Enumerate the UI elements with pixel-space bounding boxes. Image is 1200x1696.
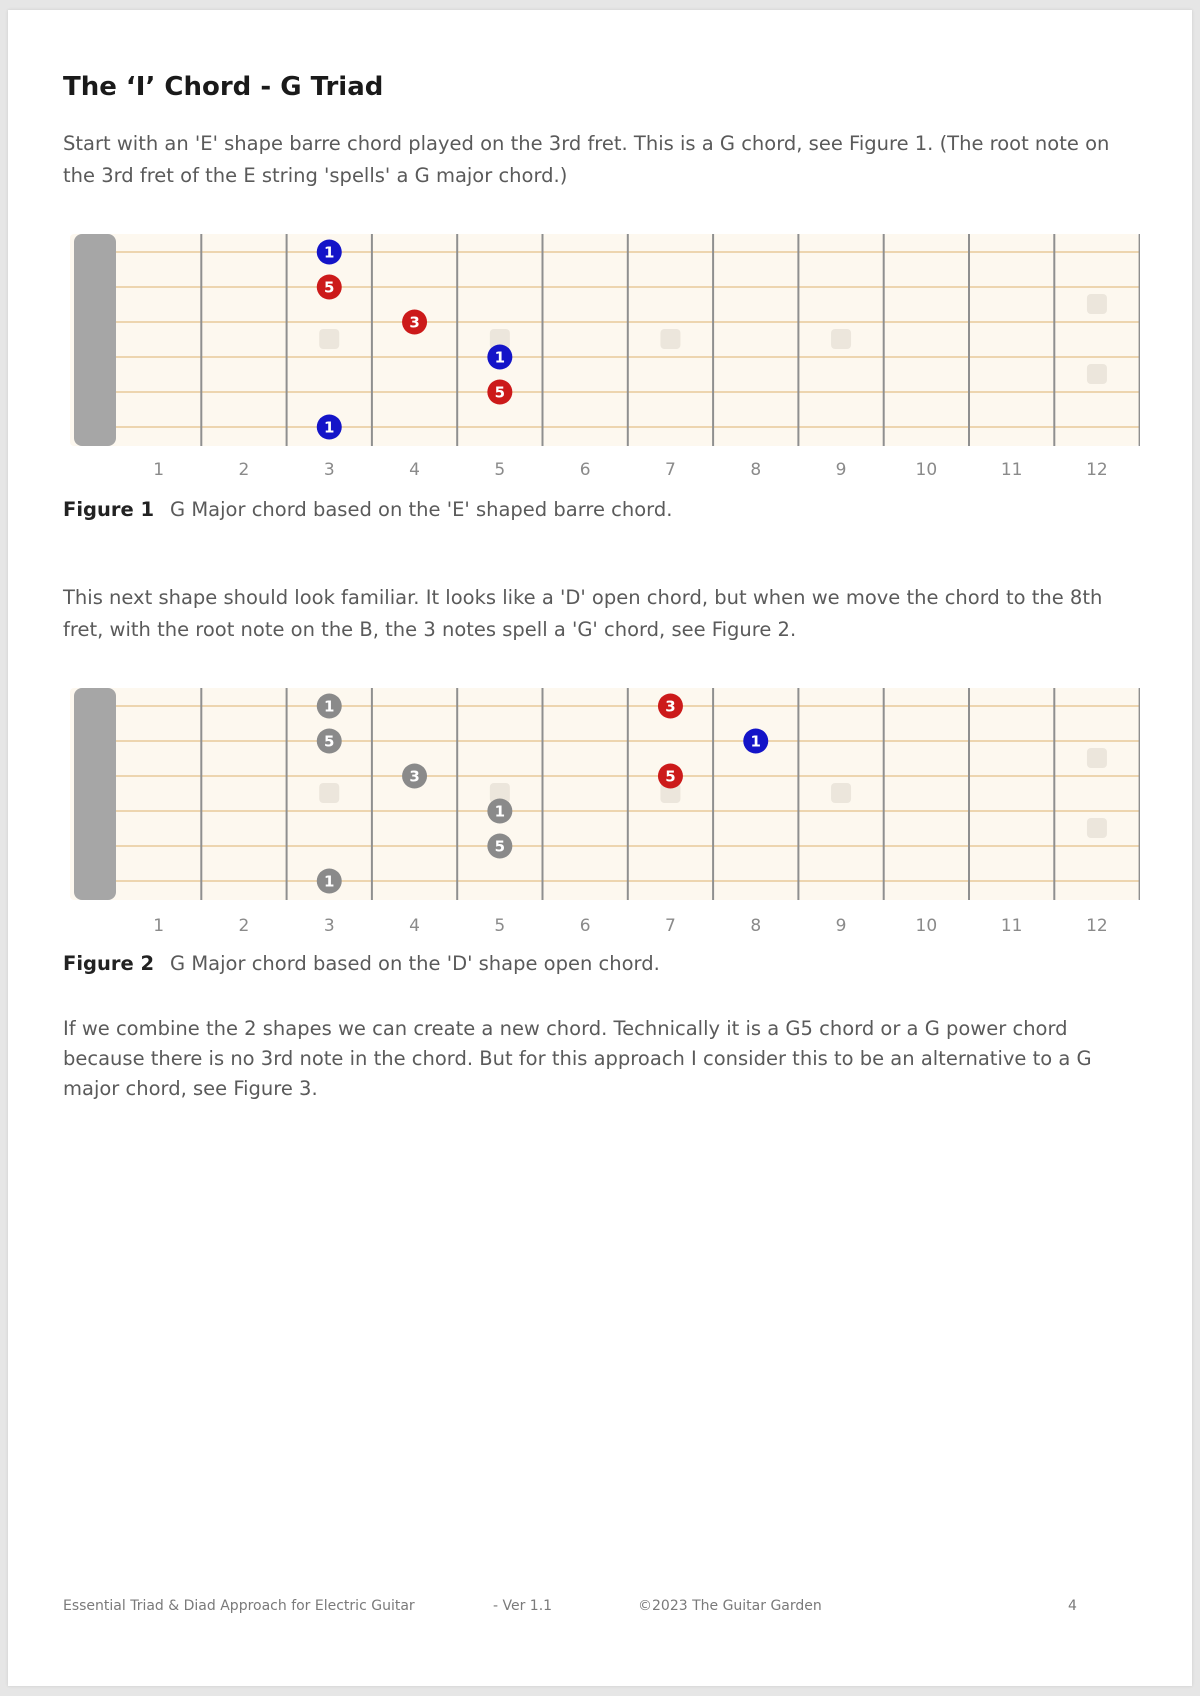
page-footer <box>63 1598 1093 1622</box>
note-marker <box>317 729 342 754</box>
note-label: 1 <box>750 732 761 751</box>
note-marker <box>487 380 512 405</box>
note-marker <box>317 275 342 300</box>
note-label: 3 <box>409 767 420 786</box>
note-marker <box>402 764 427 789</box>
fret-number: 8 <box>750 916 762 936</box>
fret-number: 2 <box>238 916 250 936</box>
fret-number: 3 <box>323 460 335 480</box>
fret-number: 10 <box>915 916 938 936</box>
note-label: 5 <box>665 767 676 786</box>
note-label: 5 <box>494 383 506 402</box>
document-page <box>8 10 1192 1686</box>
note-label: 1 <box>324 697 335 716</box>
fret-number: 6 <box>579 460 591 480</box>
note-marker <box>317 415 342 440</box>
fret-number: 12 <box>1086 460 1108 480</box>
inlay-marker <box>319 783 339 803</box>
inlay-marker <box>319 329 339 349</box>
figure-1-caption <box>63 498 672 521</box>
note-label: 1 <box>324 243 335 262</box>
inlay-marker <box>1087 748 1107 768</box>
intro-paragraph: Start with an 'E' shape barre chord played on the 3rd fret. This is a G chord, see Figure 1. (The root note on the 3rd fret of the E string 'spells' a G major chord.) <box>63 132 1110 187</box>
fretboard-background <box>70 234 1140 446</box>
fret-number: 7 <box>665 916 676 936</box>
fretboard-diagram-1 <box>70 234 1140 446</box>
fretboard-background <box>70 688 1140 900</box>
inlay-marker <box>831 783 851 803</box>
figure-2-intro-paragraph: This next shape should look familiar. It looks like a 'D' open chord, but when we move the chord to the 8th fret, with the root note on the B, the 3 notes spell a 'G' chord, see Figure 2. <box>63 586 1103 641</box>
figure-1-label: Figure 1 <box>63 498 155 521</box>
fret-number: 8 <box>750 460 762 480</box>
fret-number: 11 <box>1000 916 1023 936</box>
nut <box>74 688 116 900</box>
inlay-marker <box>831 329 851 349</box>
footer-title: Essential Triad & Diad Approach for Electric Guitar <box>63 1598 415 1614</box>
note-marker <box>402 310 427 335</box>
inlay-marker <box>1087 294 1107 314</box>
note-marker <box>743 729 768 754</box>
note-label: 3 <box>665 697 676 716</box>
nut <box>74 234 116 446</box>
fret-numbers-2 <box>70 916 1140 940</box>
page-heading: The ‘I’ Chord - G Triad <box>63 72 384 102</box>
fretboard-svg-2 <box>70 688 1140 900</box>
note-label: 5 <box>494 837 506 856</box>
note-label: 5 <box>324 732 335 751</box>
note-marker <box>658 764 683 789</box>
note-marker <box>658 694 683 719</box>
fret-number: 11 <box>1000 460 1023 480</box>
inlay-marker <box>1087 364 1107 384</box>
figure-2-label: Figure 2 <box>63 952 155 975</box>
fret-numbers-1 <box>70 460 1140 484</box>
figure-1-text: G Major chord based on the 'E' shaped barre chord. <box>170 498 673 521</box>
note-label: 3 <box>409 313 420 332</box>
fret-number: 5 <box>494 460 506 480</box>
figure-2-caption <box>63 952 660 975</box>
combined-shape-paragraph: If we combine the 2 shapes we can create a new chord. Technically it is a G5 chord or a G power chord because there is no 3rd note in the chord. But for this approach I consider this to be an alternative to a G major chord, see Figure 3. <box>63 1017 1092 1100</box>
note-marker <box>317 240 342 265</box>
fret-number: 3 <box>323 916 335 936</box>
inlay-marker <box>660 329 680 349</box>
fret-number: 12 <box>1086 916 1108 936</box>
fret-number: 1 <box>153 916 165 936</box>
fret-number: 5 <box>494 916 506 936</box>
note-marker <box>317 869 342 894</box>
inlay-marker <box>1087 818 1107 838</box>
fret-number: 9 <box>835 460 847 480</box>
fret-number: 6 <box>579 916 591 936</box>
fret-number: 4 <box>409 916 420 936</box>
fret-number: 10 <box>915 460 938 480</box>
footer-page-number: 4 <box>1068 1598 1077 1614</box>
figure-2-text: G Major chord based on the 'D' shape open chord. <box>170 952 660 975</box>
note-label: 1 <box>324 418 335 437</box>
note-label: 1 <box>324 872 335 891</box>
fretboard-diagram-2 <box>70 688 1140 900</box>
note-marker <box>487 345 512 370</box>
fret-number: 4 <box>409 460 420 480</box>
note-marker <box>487 799 512 824</box>
fretboard-svg-1 <box>70 234 1140 446</box>
fret-number: 2 <box>238 460 250 480</box>
note-label: 1 <box>494 802 506 821</box>
fret-number: 7 <box>665 460 676 480</box>
note-label: 1 <box>494 348 506 367</box>
footer-copyright: ©2023 The Guitar Garden <box>638 1598 822 1614</box>
note-label: 5 <box>324 278 335 297</box>
note-marker <box>487 834 512 859</box>
note-marker <box>317 694 342 719</box>
fret-number: 9 <box>835 916 847 936</box>
footer-version: - Ver 1.1 <box>493 1598 553 1614</box>
fret-number: 1 <box>153 460 165 480</box>
